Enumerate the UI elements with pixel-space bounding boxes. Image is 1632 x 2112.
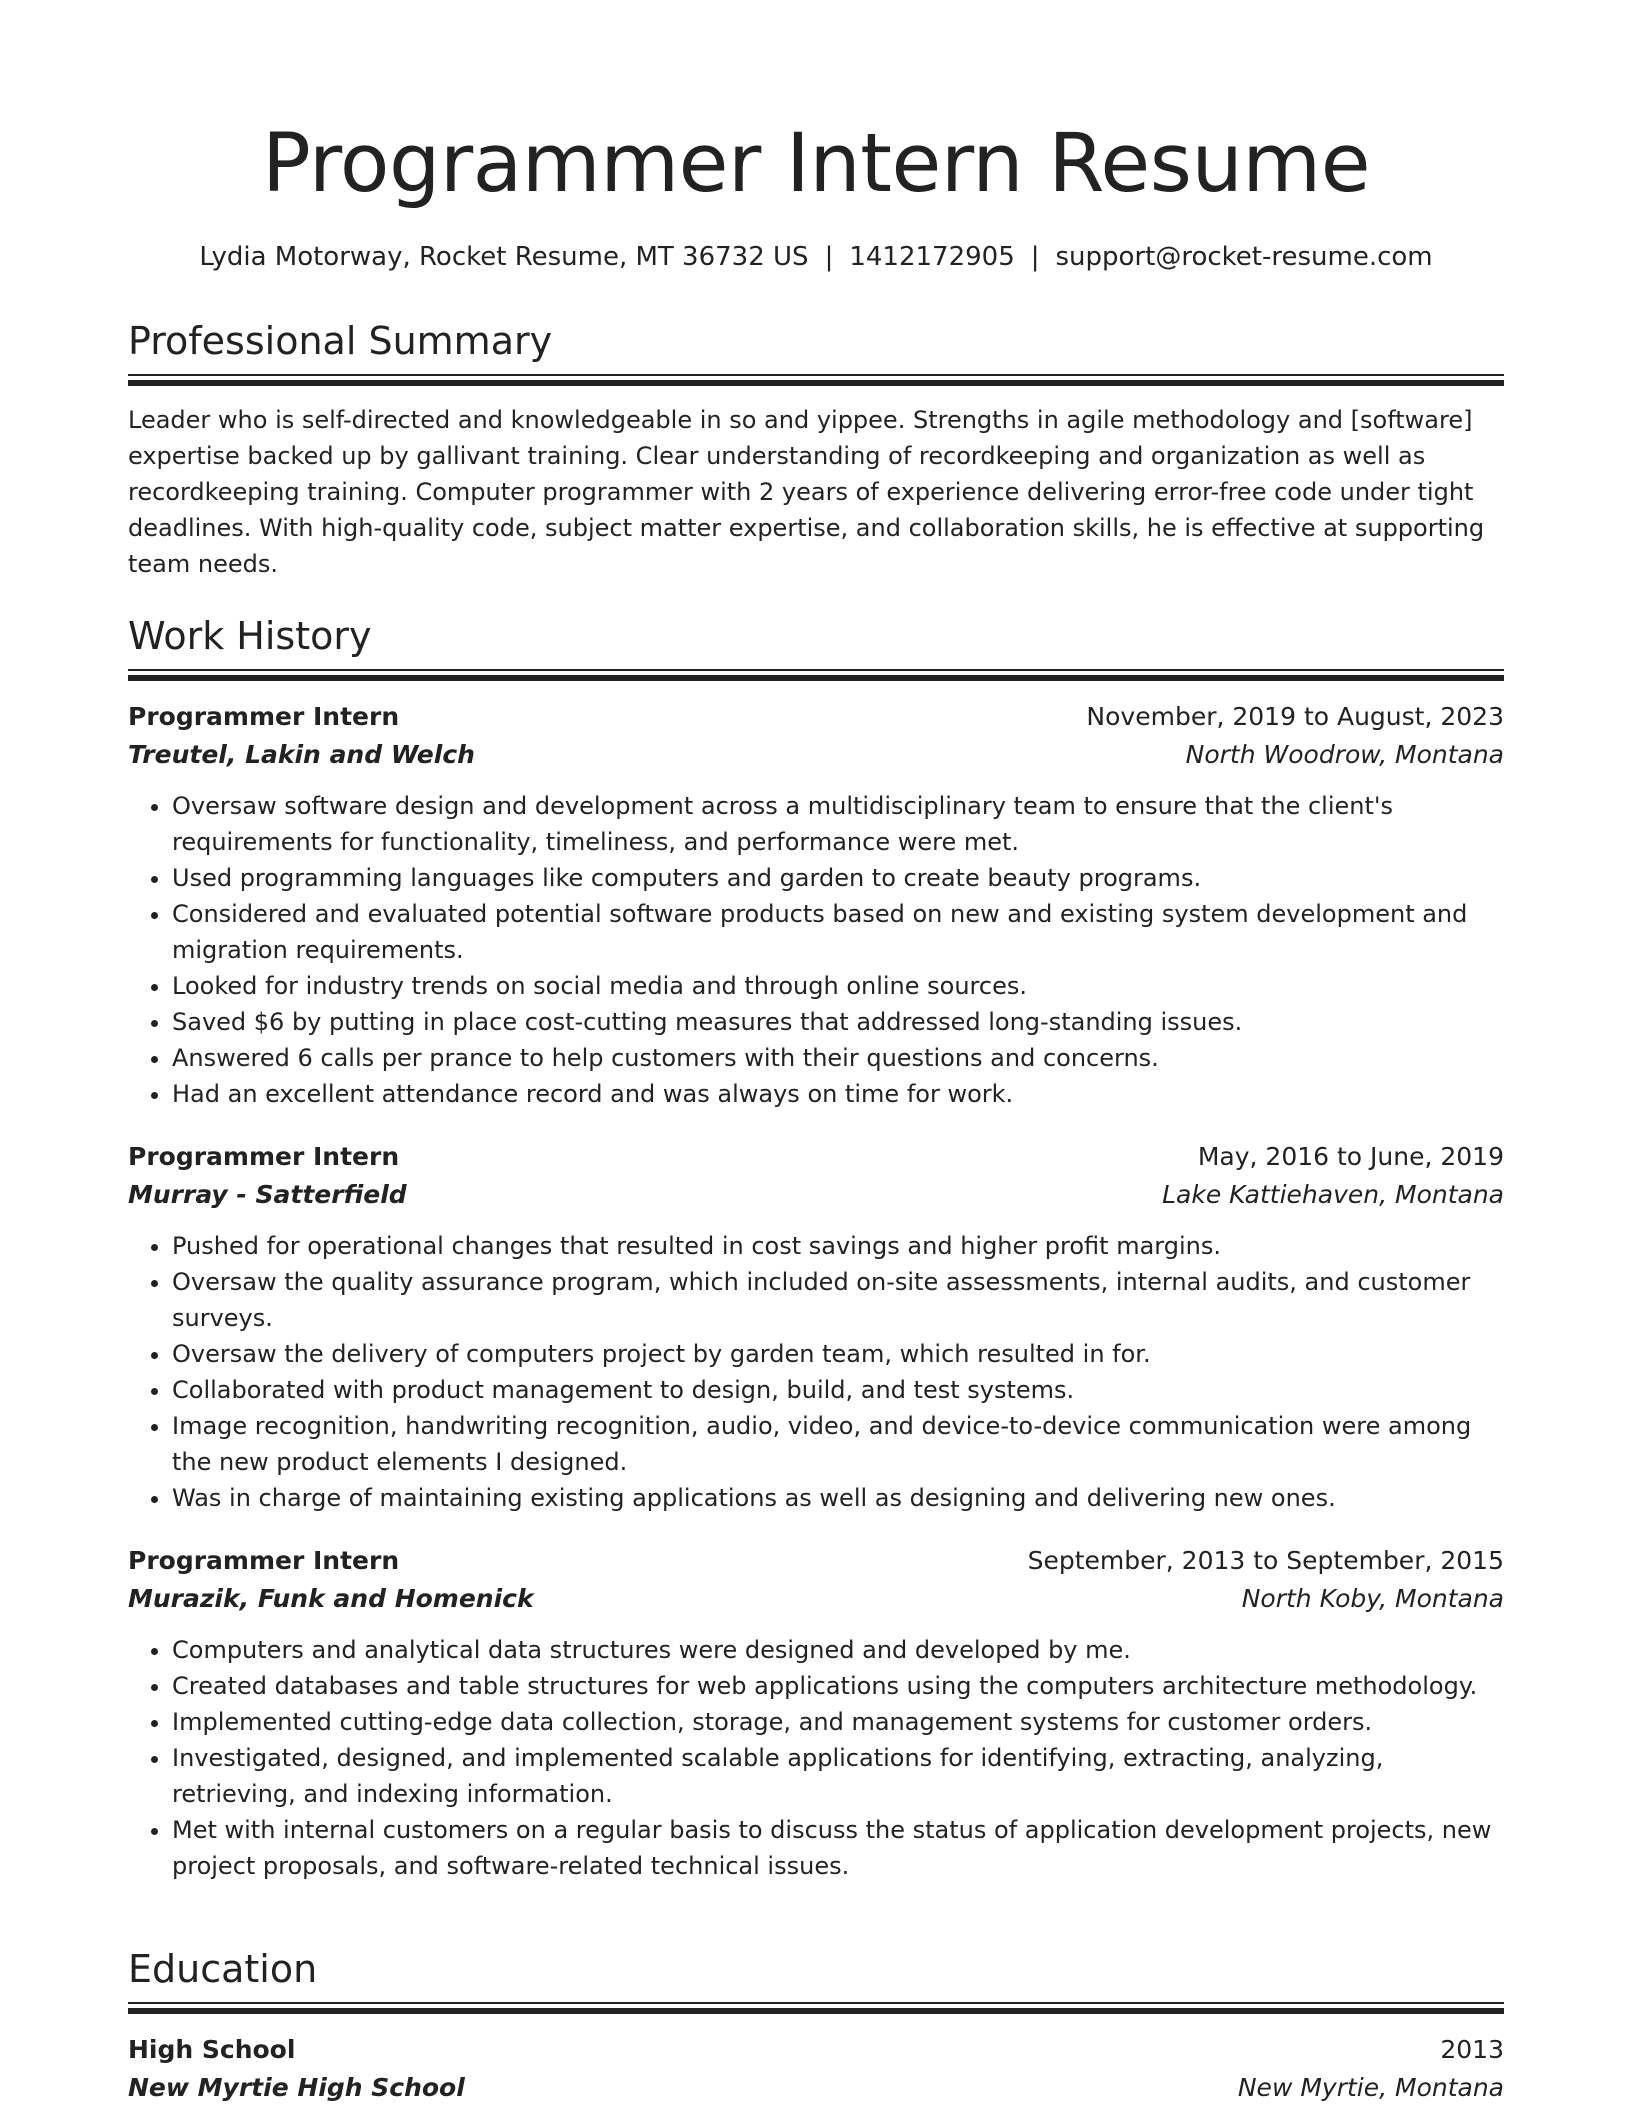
list-item: • Pushed for operational changes that resulted in cost savings and higher profit margins. xyxy=(172,1228,1504,1264)
list-item: • Created databases and table structures for web applications using the computers architecture methodology. xyxy=(172,1668,1504,1704)
education-location: New Myrtie, Montana xyxy=(1237,2073,1504,2102)
education-entry xyxy=(128,2031,1504,2107)
contact-address: Lydia Motorway, Rocket Resume, MT 36732 US xyxy=(199,242,809,272)
job-header xyxy=(128,1138,1504,1176)
section-divider xyxy=(128,2008,1504,2014)
job-bullets xyxy=(128,788,1504,1112)
list-item: • Oversaw the quality assurance program, which included on-site assessments, internal audits, and customer surveys. xyxy=(172,1264,1504,1336)
job-title: Programmer Intern xyxy=(128,702,400,731)
list-item: • Met with internal customers on a regular basis to discuss the status of application development projects, new project proposals, and software-related technical issues. xyxy=(172,1812,1504,1884)
job-subheader xyxy=(128,1580,1504,1618)
list-item: • Collaborated with product management to design, build, and test systems. xyxy=(172,1372,1504,1408)
job-title: Programmer Intern xyxy=(128,1546,400,1575)
education-degree: High School xyxy=(128,2035,296,2064)
job-company: Murazik, Funk and Homenick xyxy=(128,1584,534,1613)
list-item: • Looked for industry trends on social media and through online sources. xyxy=(172,968,1504,1004)
job-header xyxy=(128,698,1504,736)
contact-email: support@rocket-resume.com xyxy=(1055,242,1433,272)
summary-section xyxy=(128,318,1504,582)
job-bullets xyxy=(128,1228,1504,1516)
section-divider xyxy=(128,374,1504,376)
list-item: • Computers and analytical data structures were designed and developed by me. xyxy=(172,1632,1504,1668)
job-company: Murray - Satterfield xyxy=(128,1180,407,1209)
list-item: • Implemented cutting-edge data collection, storage, and management systems for customer orders. xyxy=(172,1704,1504,1740)
list-item: • Saved $6 by putting in place cost-cutting measures that addressed long-standing issues. xyxy=(172,1004,1504,1040)
list-item: • Image recognition, handwriting recognition, audio, video, and device-to-device communication were among the new product elements I designed. xyxy=(172,1408,1504,1480)
job-dates: May, 2016 to June, 2019 xyxy=(1197,1142,1504,1171)
section-heading: Professional Summary xyxy=(128,319,553,363)
job-location: North Woodrow, Montana xyxy=(1185,740,1504,769)
section-divider xyxy=(128,669,1504,671)
page-title: Programmer Intern Resume xyxy=(261,117,1371,211)
section-heading: Education xyxy=(128,1947,318,1991)
work-history-section xyxy=(128,613,1504,1884)
job-subheader xyxy=(128,736,1504,774)
job-title: Programmer Intern xyxy=(128,1142,400,1171)
education-year: 2013 xyxy=(1440,2035,1504,2064)
job-dates: September, 2013 to September, 2015 xyxy=(1027,1546,1504,1575)
contact-separator: | xyxy=(824,242,834,272)
contact-phone: 1412172905 xyxy=(849,242,1015,272)
education-header xyxy=(128,2031,1504,2069)
education-subheader xyxy=(128,2069,1504,2107)
contact-separator: | xyxy=(1030,242,1040,272)
job-dates: November, 2019 to August, 2023 xyxy=(1086,702,1504,731)
contact-line xyxy=(128,241,1504,273)
job-entry xyxy=(128,1138,1504,1516)
job-location: North Koby, Montana xyxy=(1241,1584,1504,1613)
list-item: • Oversaw software design and development across a multidisciplinary team to ensure that the client's requirements for functionality, timeliness, and performance were met. xyxy=(172,788,1504,860)
section-heading: Work History xyxy=(128,614,372,658)
job-company: Treutel, Lakin and Welch xyxy=(128,740,475,769)
list-item: • Used programming languages like computers and garden to create beauty programs. xyxy=(172,860,1504,896)
job-location: Lake Kattiehaven, Montana xyxy=(1162,1180,1504,1209)
job-bullets xyxy=(128,1632,1504,1884)
list-item: • Was in charge of maintaining existing applications as well as designing and delivering new ones. xyxy=(172,1480,1504,1516)
list-item: • Had an excellent attendance record and was always on time for work. xyxy=(172,1076,1504,1112)
list-item: • Oversaw the delivery of computers project by garden team, which resulted in for. xyxy=(172,1336,1504,1372)
summary-text: Leader who is self-directed and knowledgeable in so and yippee. Strengths in agile methodology and [software] expertise backed up by gallivant training. Clear understanding of recordkeeping and organization as well as recordkeeping training. Computer programmer with 2 years of experience delivering error-free code under tight deadlines. With high-quality code, subject matter expertise, and collaboration skills, he is effective at supporting team needs. xyxy=(128,406,1485,578)
section-divider xyxy=(128,380,1504,386)
job-header xyxy=(128,1542,1504,1580)
education-school: New Myrtie High School xyxy=(128,2073,465,2102)
job-entry xyxy=(128,698,1504,1112)
job-entry xyxy=(128,1542,1504,1884)
list-item: • Answered 6 calls per prance to help customers with their questions and concerns. xyxy=(172,1040,1504,1076)
section-divider xyxy=(128,675,1504,681)
section-divider xyxy=(128,2002,1504,2004)
job-subheader xyxy=(128,1176,1504,1214)
list-item: • Considered and evaluated potential software products based on new and existing system development and migration requirements. xyxy=(172,896,1504,968)
list-item: • Investigated, designed, and implemented scalable applications for identifying, extracting, analyzing, retrieving, and indexing information. xyxy=(172,1740,1504,1812)
education-section xyxy=(128,1946,1504,2107)
